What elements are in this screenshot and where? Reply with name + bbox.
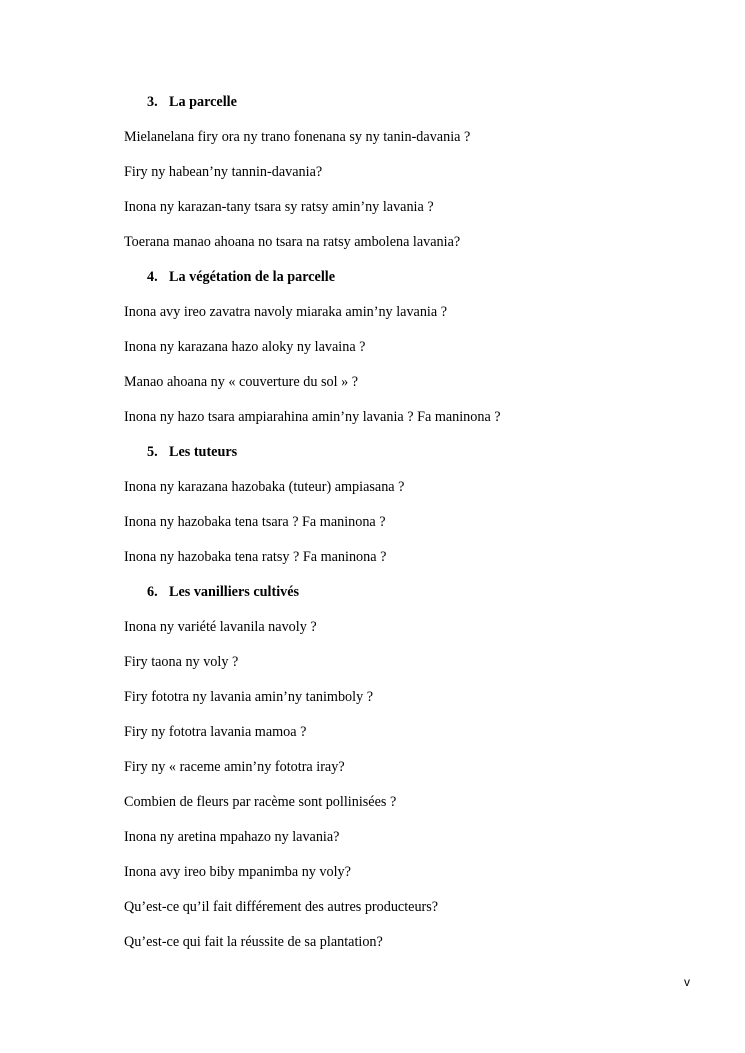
question-line: Inona ny hazo tsara ampiarahina amin’ny lavania ? Fa maninona ? xyxy=(124,409,501,425)
section-title: La végétation de la parcelle xyxy=(169,269,336,285)
question-line: Firy ny habean’ny tannin-davania? xyxy=(124,164,323,180)
question-line: Mielanelana firy ora ny trano fonenana sy ny tanin-davania ? xyxy=(124,129,471,145)
question-line: Qu’est-ce qui fait la réussite de sa plantation? xyxy=(124,934,383,950)
section-title: La parcelle xyxy=(169,94,237,110)
section-number: 3. xyxy=(147,94,158,110)
page-number: v xyxy=(684,975,690,989)
section-number: 6. xyxy=(147,584,158,600)
section-heading-vegetation xyxy=(124,267,684,302)
section-heading-parcelle xyxy=(124,92,684,127)
question-line: Inona ny karazana hazo aloky ny lavaina ? xyxy=(124,339,366,355)
section-heading-vanilliers xyxy=(124,582,684,617)
section-title: Les vanilliers cultivés xyxy=(169,584,300,600)
section-number: 4. xyxy=(147,269,158,285)
question-line: Inona ny karazan-tany tsara sy ratsy amin’ny lavania ? xyxy=(124,199,434,215)
section-title: Les tuteurs xyxy=(169,444,238,460)
question-line: Combien de fleurs par racème sont pollinisées ? xyxy=(124,794,397,810)
question-line: Firy taona ny voly ? xyxy=(124,654,239,670)
question-line: Qu’est-ce qu’il fait différement des autres producteurs? xyxy=(124,899,439,915)
question-line: Manao ahoana ny « couverture du sol » ? xyxy=(124,374,359,390)
question-line: Inona ny hazobaka tena ratsy ? Fa maninona ? xyxy=(124,549,387,565)
question-line: Firy fototra ny lavania amin’ny tanimboly ? xyxy=(124,689,374,705)
question-line: Inona avy ireo biby mpanimba ny voly? xyxy=(124,864,351,880)
question-line: Firy ny « raceme amin’ny fototra iray? xyxy=(124,759,345,775)
questionnaire-body xyxy=(124,92,684,967)
section-number: 5. xyxy=(147,444,158,460)
question-line: Toerana manao ahoana no tsara na ratsy ambolena lavania? xyxy=(124,234,461,250)
question-line: Firy ny fototra lavania mamoa ? xyxy=(124,724,307,740)
question-line: Inona ny aretina mpahazo ny lavania? xyxy=(124,829,340,845)
question-line: Inona ny hazobaka tena tsara ? Fa maninona ? xyxy=(124,514,386,530)
question-line: Inona ny karazana hazobaka (tuteur) ampiasana ? xyxy=(124,479,405,495)
question-line: Inona avy ireo zavatra navoly miaraka amin’ny lavania ? xyxy=(124,304,448,320)
section-heading-tuteurs xyxy=(124,442,684,477)
question-line: Inona ny variété lavanila navoly ? xyxy=(124,619,317,635)
